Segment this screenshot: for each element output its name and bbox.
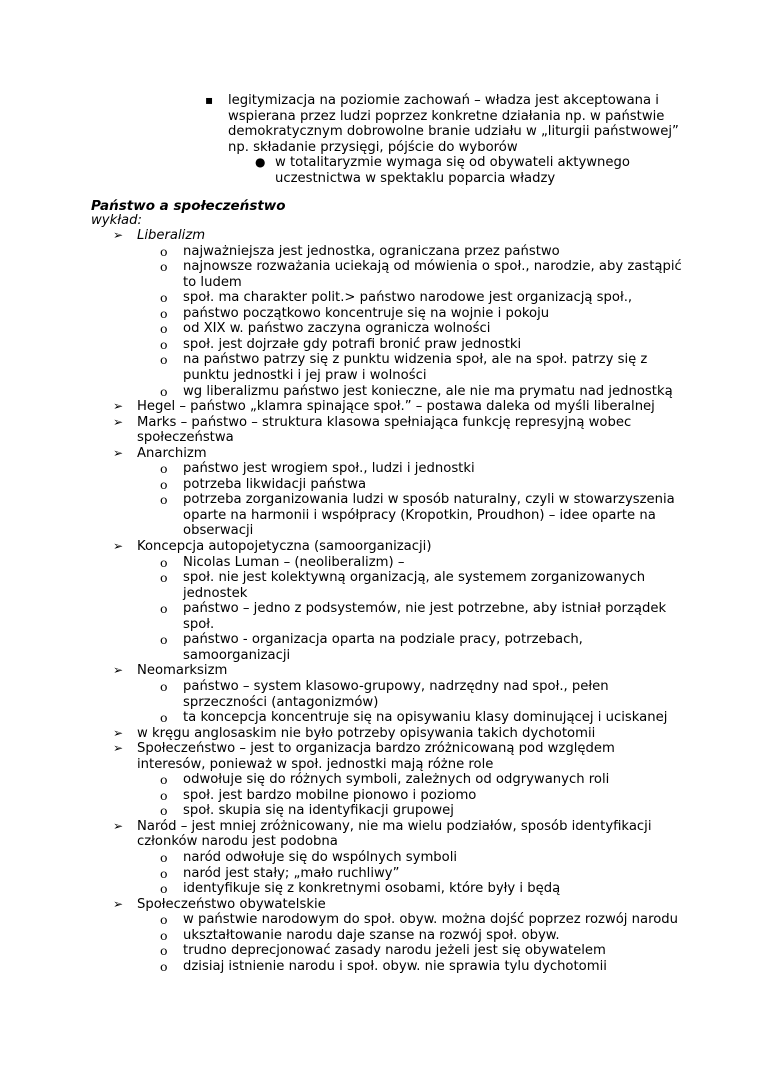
sub-item-line: sprzeczności (antagonizmów) <box>183 694 379 710</box>
circle-bullet-icon: o <box>160 476 168 492</box>
sub-item-line: społ. jest bardzo mobilne pionowo i poziomo <box>183 787 477 803</box>
sub-item-line: potrzeba zorganizowania ludzi w sposób naturalny, czyli w stowarzyszenia <box>183 492 675 508</box>
sub-item-line: społ. nie jest kolektywną organizacją, ale systemem zorganizowanych <box>183 570 646 586</box>
circle-bullet-icon: o <box>160 554 168 570</box>
circle-bullet-icon: o <box>160 881 168 897</box>
arrow-bullet-icon: ➢ <box>113 445 124 460</box>
intro-subline: w totalitaryzmie wymaga się od obywateli aktywnego <box>275 155 630 170</box>
sub-item-line: społ. <box>183 616 215 632</box>
sub-item-line: ta koncepcja koncentruje się na opisywaniu klasy dominującej i uciskanej <box>183 710 668 726</box>
sub-item-line: najważniejsza jest jednostka, ograniczana przez państwo <box>183 243 560 259</box>
sub-item-line: dzisiaj istnienie narodu i społ. obyw. nie sprawia tylu dychotomii <box>183 958 607 974</box>
arrow-bullet-icon: ➢ <box>113 896 124 911</box>
square-bullet-icon: ▪ <box>205 93 214 107</box>
intro-subline: uczestnictwa w spektaklu poparcia władzy <box>275 171 556 186</box>
arrow-bullet-icon: ➢ <box>113 818 124 833</box>
list-item-line: Marks – państwo – struktura klasowa spełniająca funkcję represyjną wobec <box>137 414 632 430</box>
sub-item-line: na państwo patrzy się z punktu widzenia społ, ale na społ. patrzy się z <box>183 352 648 368</box>
sub-item-line: trudno deprecjonować zasady narodu jeżeli jest się obywatelem <box>183 943 606 959</box>
arrow-bullet-icon: ➢ <box>113 725 124 740</box>
sub-item-line: identyfikuje się z konkretnymi osobami, które były i będą <box>183 881 561 897</box>
arrow-bullet-icon: ➢ <box>113 399 124 414</box>
sub-item-line: ukształtowanie narodu daje szanse na rozwój społ. obyw. <box>183 927 560 943</box>
circle-bullet-icon: o <box>160 803 168 819</box>
sub-item-line: państwo – jedno z podsystemów, nie jest potrzebne, aby istniał porządek <box>183 601 667 617</box>
sub-item-line: państwo - organizacja oparta na podziale pracy, potrzebach, <box>183 632 583 648</box>
circle-bullet-icon: o <box>160 678 168 694</box>
intro-line: legitymizacja na poziomie zachowań – władza jest akceptowana i <box>228 93 659 108</box>
list-item-line: Hegel – państwo „klamra spinające społ.” – postawa daleka od myśli liberalnej <box>137 399 655 415</box>
circle-bullet-icon: o <box>160 321 168 337</box>
list-item-line: Koncepcja autopojetyczna (samoorganizacji) <box>137 539 432 554</box>
sub-item-line: naród jest stały; „mało ruchliwy” <box>183 865 400 881</box>
circle-bullet-icon: o <box>160 943 168 959</box>
list-item-line: interesów, ponieważ w społ. jednostki mają różne role <box>137 756 494 772</box>
circle-bullet-icon: o <box>160 601 168 617</box>
sub-item-line: państwo początkowo koncentruje się na wojnie i pokoju <box>183 305 550 321</box>
intro-line: np. składanie przysięgi, pójście do wyborów <box>228 140 518 155</box>
circle-bullet-icon: o <box>160 383 168 399</box>
sub-item-line: społ. skupia się na identyfikacji grupowej <box>183 803 454 819</box>
sub-item-line: odwołuje się do różnych symboli, zależnych od odgrywanych roli <box>183 772 610 788</box>
circle-bullet-icon: o <box>160 632 168 648</box>
circle-bullet-icon: o <box>160 772 168 788</box>
sub-item-line: jednostek <box>183 585 248 601</box>
arrow-bullet-icon: ➢ <box>113 414 124 429</box>
circle-bullet-icon: o <box>160 461 168 477</box>
circle-bullet-icon: o <box>160 865 168 881</box>
circle-bullet-icon: o <box>160 290 168 306</box>
sub-item-line: wg liberalizmu państwo jest konieczne, ale nie ma prymatu nad jednostką <box>183 383 673 399</box>
circle-bullet-icon: o <box>160 305 168 321</box>
sub-item-line: najnowsze rozważania uciekają od mówienia o społ., narodzie, aby zastąpić <box>183 259 682 275</box>
circle-bullet-icon: o <box>160 710 168 726</box>
circle-bullet-icon: o <box>160 492 168 508</box>
dot-bullet-icon: ● <box>255 155 266 169</box>
intro-line: demokratycznym dobrowolne branie udziału w „liturgii państwowej” <box>228 124 679 139</box>
circle-bullet-icon: o <box>160 336 168 352</box>
sub-item-line: Nicolas Luman – (neoliberalizm) – <box>183 554 405 570</box>
sub-item-line: potrzeba likwidacji państwa <box>183 476 367 492</box>
sub-item-line: społ. ma charakter polit.> państwo narodowe jest organizacją społ., <box>183 290 633 306</box>
list-item-line: Liberalizm <box>137 228 206 243</box>
sub-item-line: od XIX w. państwo zaczyna ogranicza wolności <box>183 321 491 337</box>
sub-item-line: punktu jednostki i jej praw i wolności <box>183 367 427 383</box>
list-item-line: Społeczeństwo – jest to organizacja bardzo zróżnicowaną pod względem <box>137 741 615 757</box>
list-item-line: Naród – jest mniej zróżnicowany, nie ma wielu podziałów, sposób identyfikacji <box>137 818 652 834</box>
section-subheading: wykład: <box>91 213 142 228</box>
circle-bullet-icon: o <box>160 259 168 275</box>
arrow-bullet-icon: ➢ <box>113 663 124 678</box>
sub-item-line: to ludem <box>183 274 242 290</box>
circle-bullet-icon: o <box>160 243 168 259</box>
section-heading: Państwo a społeczeństwo <box>91 198 286 214</box>
sub-item-line: państwo jest wrogiem społ., ludzi i jednostki <box>183 461 475 477</box>
circle-bullet-icon: o <box>160 570 168 586</box>
sub-item-line: naród odwołuje się do wspólnych symboli <box>183 850 458 865</box>
sub-item-line: państwo – system klasowo-grupowy, nadrzędny nad społ., pełen <box>183 678 609 694</box>
sub-item-line: społ. jest dojrzałe gdy potrafi bronić praw jednostki <box>183 336 522 352</box>
circle-bullet-icon: o <box>160 352 168 368</box>
sub-item-line: oparte na harmonii i współpracy (Kropotkin, Proudhon) – idee oparte na <box>183 507 656 523</box>
list-item-line: członków narodu jest podobna <box>137 834 338 850</box>
sub-item-line: samoorganizacji <box>183 647 291 663</box>
list-item-line: Neomarksizm <box>137 663 228 679</box>
arrow-bullet-icon: ➢ <box>113 228 124 242</box>
circle-bullet-icon: o <box>160 927 168 943</box>
list-item-line: Społeczeństwo obywatelskie <box>137 896 326 912</box>
list-item-line: społeczeństwa <box>137 430 234 446</box>
circle-bullet-icon: o <box>160 912 168 928</box>
sub-item-line: w państwie narodowym do społ. obyw. można dojść poprzez rozwój narodu <box>183 912 679 928</box>
circle-bullet-icon: o <box>160 850 168 865</box>
list-item-line: w kręgu anglosaskim nie było potrzeby opisywania takich dychotomii <box>137 725 596 741</box>
sub-item-line: obserwacji <box>183 523 254 539</box>
intro-line: wspierana przez ludzi poprzez konkretne działania np. w państwie <box>228 109 665 124</box>
circle-bullet-icon: o <box>160 787 168 803</box>
list-item-line: Anarchizm <box>137 445 207 461</box>
circle-bullet-icon: o <box>160 958 168 974</box>
arrow-bullet-icon: ➢ <box>113 741 124 756</box>
arrow-bullet-icon: ➢ <box>113 539 124 553</box>
